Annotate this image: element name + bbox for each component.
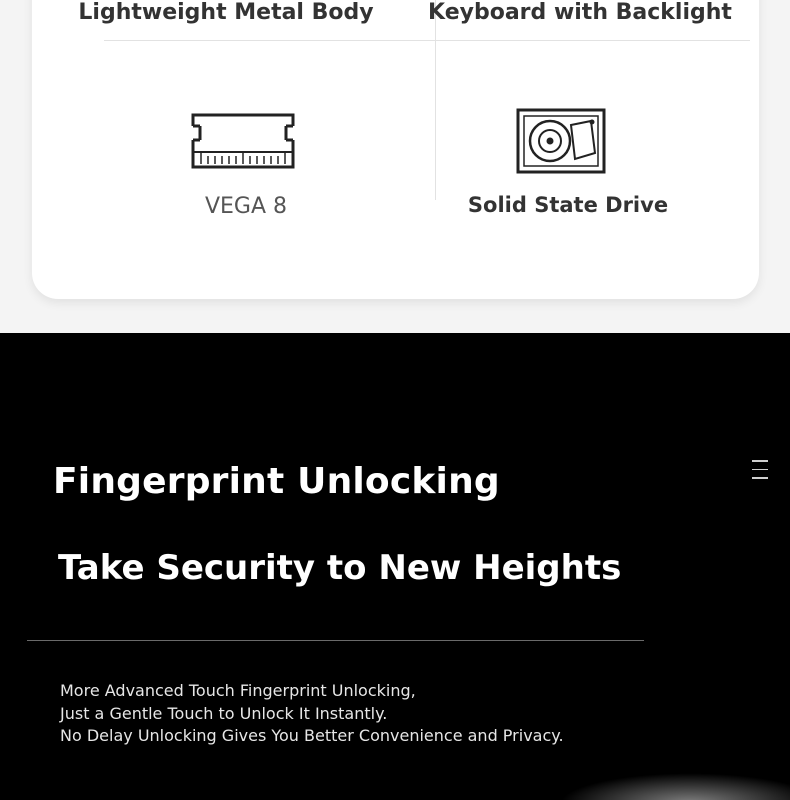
hard-drive-icon xyxy=(515,107,607,175)
security-subheadline: Take Security to New Heights xyxy=(58,548,622,588)
feature-solid-state-drive: Solid State Drive xyxy=(467,193,669,217)
description-line: More Advanced Touch Fingerprint Unlocking, xyxy=(60,681,416,700)
features-section xyxy=(0,0,790,333)
section-divider xyxy=(27,640,644,641)
glow-highlight xyxy=(560,773,790,800)
feature-vega-graphics: VEGA 8 xyxy=(204,194,288,219)
feature-keyboard-backlight: Keyboard with Backlight xyxy=(428,0,732,25)
menu-icon[interactable] xyxy=(752,460,770,484)
vertical-divider xyxy=(435,0,436,200)
ram-chip-icon xyxy=(191,112,295,170)
horizontal-divider xyxy=(104,40,750,41)
feature-metal-body: Lightweight Metal Body xyxy=(78,0,374,25)
description-line: Just a Gentle Touch to Unlock It Instantly. xyxy=(60,703,388,723)
security-headline: Fingerprint Unlocking xyxy=(53,461,500,502)
feature-card xyxy=(32,0,759,299)
security-description xyxy=(60,680,564,748)
security-section xyxy=(0,333,790,800)
description-line: No Delay Unlocking Gives You Better Convenience and Privacy. xyxy=(60,726,564,745)
